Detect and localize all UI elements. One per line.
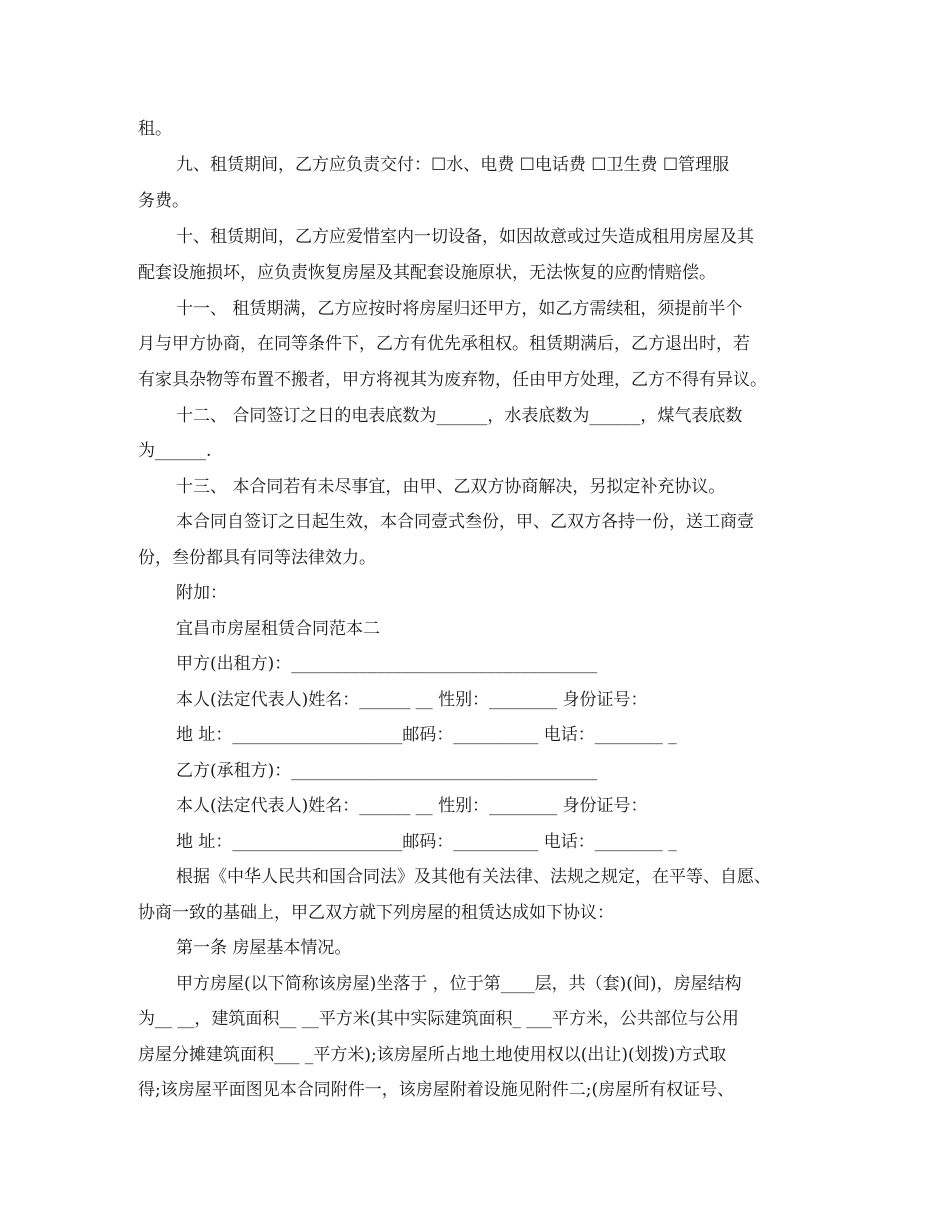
clause-13: 十三、 本合同若有未尽事宜，由甲、乙双方协商解决，另拟定补充协议。 [176, 477, 726, 497]
legal-basis-paragraph: 根据《中华人民共和国合同法》及其他有关法律、法规之规定，在平等、自愿、 [176, 867, 771, 887]
text-line: 份，叁份都具有同等法律效力。 [138, 548, 376, 568]
clause-12: 十二、 合同签订之日的电表底数为______，水表底数为______，煤气表底数 [176, 406, 743, 426]
text-line: 月与甲方协商，在同等条件下，乙方有优先承租权。租赁期满后，乙方退出时，若 [138, 334, 750, 354]
party-b-address: 地 址：____________________邮码：__________ 电话：________ _ [176, 832, 677, 852]
article-1-heading: 第一条 房屋基本情况。 [176, 938, 352, 958]
text-line: 务费。 [138, 191, 189, 211]
effectiveness-paragraph: 本合同自签订之日起生效，本合同壹式叁份，甲、乙双方各持一份，送工商壹 [176, 512, 754, 532]
text-line: 租。 [138, 119, 172, 139]
party-a-line: 甲方(出租方)：____________________________________ [176, 654, 598, 674]
text-line: 协商一致的基础上，甲乙双方就下列房屋的租赁达成如下协议： [138, 903, 614, 923]
party-a-representative: 本人(法定代表人)姓名：______ __ 性别：________ 身份证号： [176, 690, 648, 710]
clause-11: 十一、 租赁期满，乙方应按时将房屋归还甲方，如乙方需续租，须提前半个 [176, 299, 743, 319]
text-line: 得;该房屋平面图见本合同附件一，该房屋附着设施见附件二;(房屋所有权证号、 [138, 1080, 735, 1100]
appendix-label: 附加： [176, 583, 227, 603]
text-line: 为______. [138, 441, 212, 461]
clause-10: 十、租赁期间，乙方应爱惜室内一切设备，如因故意或过失造成租用房屋及其 [176, 227, 754, 247]
party-b-line: 乙方(承租方)：____________________________________ [176, 761, 598, 781]
text-line: 有家具杂物等布置不搬者，甲方将视其为废弃物，任由甲方处理，乙方不得有异议。 [138, 370, 767, 390]
text-line: 配套设施损坏，应负责恢复房屋及其配套设施原状，无法恢复的应酌情赔偿。 [138, 263, 716, 283]
party-a-address: 地 址：____________________邮码：__________ 电话：________ _ [176, 725, 677, 745]
text-line: 为__ __，建筑面积__ __平方米(其中实际建筑面积_ ___平方米，公共部位与公用 [138, 1009, 739, 1029]
article-1-body: 甲方房屋(以下简称该房屋)坐落于 ，位于第____层，共（套)(间)，房屋结构 [176, 974, 742, 994]
text-line: 房屋分摊建筑面积___ _平方米);该房屋所占地土地使用权以(出让)(划拨)方式取 [138, 1045, 727, 1065]
party-b-representative: 本人(法定代表人)姓名：______ __ 性别：________ 身份证号： [176, 796, 648, 816]
contract-title-2: 宜昌市房屋租赁合同范本二 [176, 619, 380, 639]
clause-9: 九、租赁期间，乙方应负责交付：☐水、电费 ☐电话费 ☐卫生费 ☐管理服 [176, 155, 730, 175]
